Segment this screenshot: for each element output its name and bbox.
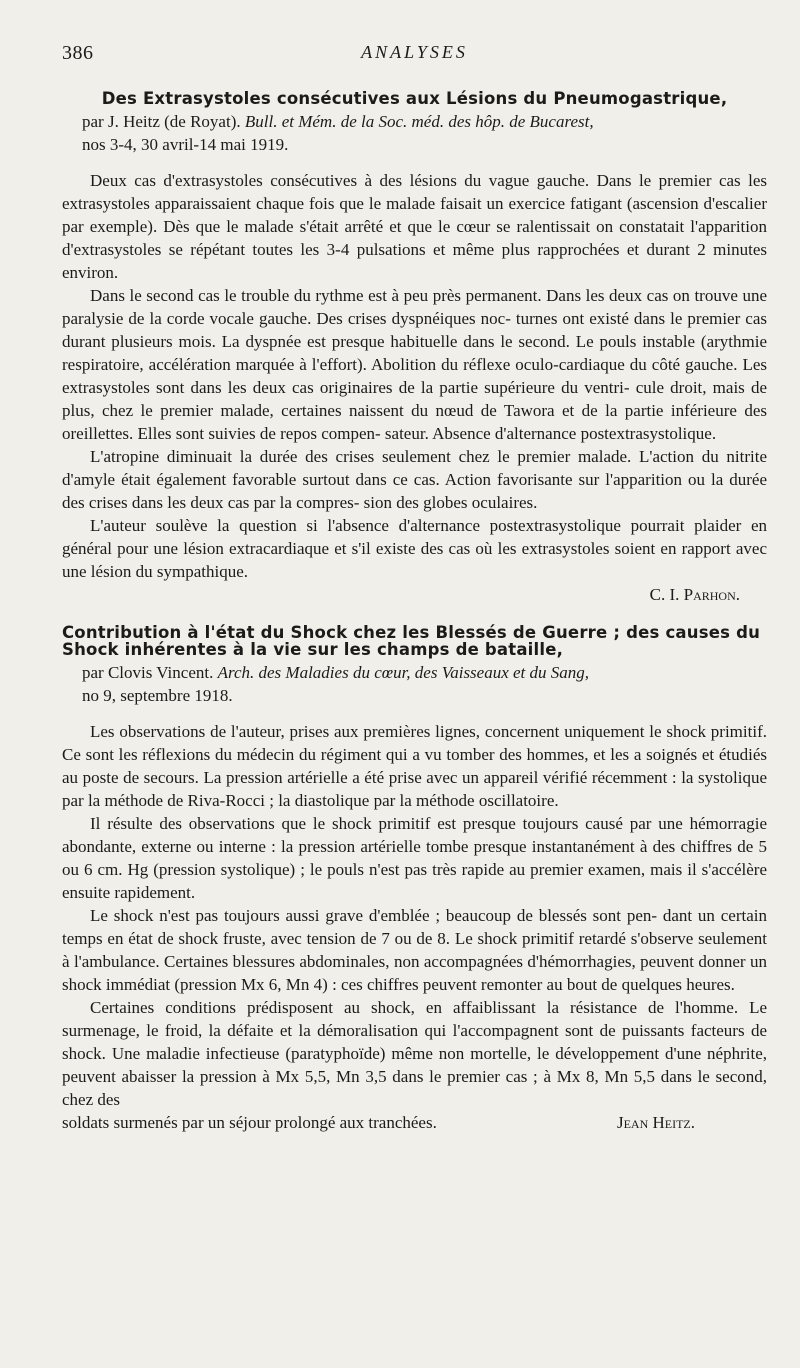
article-1-body: [62, 169, 767, 583]
article-2-closing-line: [62, 1111, 767, 1134]
running-title: ANALYSES: [361, 42, 468, 62]
article-2-paragraph-4: Certaines conditions prédisposent au shock, en affaiblissant la résistance de l'homme. Le surmenage, le froid, la défaite et la démoralisation qui l'accompagnent sont de puissants facteurs de shock. Une maladie infectieuse (paratyphoïde) même non mortelle, le développement d'une néphrite, peuvent abaisser la pression à Mx 5,5, Mn 3,5 dans le premier cas ; à Mx 8, Mn 5,5 dans le second, chez des: [62, 998, 767, 1109]
article-2-author: par Clovis Vincent.: [82, 663, 214, 683]
article-1-signature: C. I. Parhon.: [649, 584, 740, 604]
article-1-title: Des Extrasystoles consécutives aux Lésions du Pneumogastrique,: [101, 89, 728, 108]
article-2-issue: no 9, septembre 1918.: [82, 686, 233, 706]
page-number: 386: [62, 42, 94, 64]
article-1-paragraph-4: L'auteur soulève la question si l'absence d'alternance postextrasystolique pourrait plaider en général pour une lésion extracardiaque et s'il existe des cas où les extrasystoles soient en rapport avec une lésion du sympathique.: [62, 515, 767, 581]
article-2-signature: Jean Heitz.: [616, 1113, 695, 1132]
article-2-paragraph-1: Les observations de l'auteur, prises aux premières lignes, concernent uniquement le shock primitif. Ce sont les réflexions du médecin du régiment qui a vu tomber des hommes, et les a soignés et étudiés au poste de secours. La pression artérielle a été prise avec un appareil vérifié récemment : la systolique par la méthode de Riva-Rocci ; la diastolique par la méthode oscillatoire.: [62, 722, 767, 810]
running-head: [62, 42, 767, 72]
article-1-citation: [82, 111, 767, 157]
article-2-title: Contribution à l'état du Shock chez les Blessés de Guerre ; des causes du Shock inhérentes à la vie sur les champs de bataille,: [62, 622, 761, 660]
article-2-paragraph-2: Il résulte des observations que le shock primitif est presque toujours causé par une hémorragie abondante, externe ou interne : la pression artérielle tombe presque instantanément à des chiffres de 5 ou 6 cm. Hg (pression systolique) ; le pouls n'est pas très rapide au premier examen, mais il s'accélère ensuite rapidement.: [62, 814, 767, 902]
article-1-paragraph-3: L'atropine diminuait la durée des crises seulement chez le premier malade. L'action du nitrite d'amyle était également favorable surtout dans ce cas. Action favorisante sur l'apparition ou la durée des crises dans les deux cas par la compres- sion des globes oculaires.: [62, 446, 767, 512]
article-2-paragraph-5: soldats surmenés par un séjour prolongé aux tranchées.: [62, 1113, 437, 1132]
article-2-paragraph-3: Le shock n'est pas toujours aussi grave d'emblée ; beaucoup de blessés sont pen- dant un certain temps en état de shock fruste, avec tension de 7 ou de 8. Le shock primitif retardé s'observe seulement à l'ambulance. Certaines blessures abdominales, non accompagnées d'hémorrhagies, peuvent donner un shock immédiat (pression Mx 6, Mn 4) : ces chiffres peuvent remonter au bout de quelques heures.: [62, 906, 767, 994]
article-2-source: Arch. des Maladies du cœur, des Vaisseaux et du Sang,: [217, 663, 590, 683]
article-1-author: par J. Heitz (de Royat).: [82, 112, 241, 132]
article-2-body: [62, 720, 767, 1134]
article-2-citation: [82, 662, 767, 708]
article-1-paragraph-1: Deux cas d'extrasystoles consécutives à des lésions du vague gauche. Dans le premier cas les extrasystoles apparaissaient chaque fois que le malade faisait un exercice fatigant (ascension d'escalier par exemple). Dès que le malade s'était arrêté et que le cœur se ralentissait on constatait l'apparition d'extrasystoles se répétant toutes les 3-4 pulsations et même plus rapprochées et durant 2 minutes environ.: [62, 170, 767, 282]
article-1-source: Bull. et Mém. de la Soc. méd. des hôp. de Bucarest,: [244, 112, 594, 132]
article-1-issue: nos 3-4, 30 avril-14 mai 1919.: [82, 135, 289, 155]
article-1-paragraph-2: Dans le second cas le trouble du rythme est à peu près permanent. Dans les deux cas on trouve une paralysie de la corde vocale gauche. Des crises dyspnéiques noc- turnes ont existé dans le premier cas durant plusieurs mois. La dyspnée est presque habituelle dans le second. Le pouls instable (arythmie respiratoire, accélération marquée à l'effort). Abolition du réflexe oculo-cardiaque du côté gauche. Les extrasystoles sont dans les deux cas originaires de la partie supérieure du ventri- cule droit, mais de plus, chez le premier malade, certaines naissent du nœud de Tawora et de la partie inférieure des oreillettes. Elles sont suivies de repos compen- sateur. Absence d'alternance postextrasystolique.: [62, 285, 767, 443]
